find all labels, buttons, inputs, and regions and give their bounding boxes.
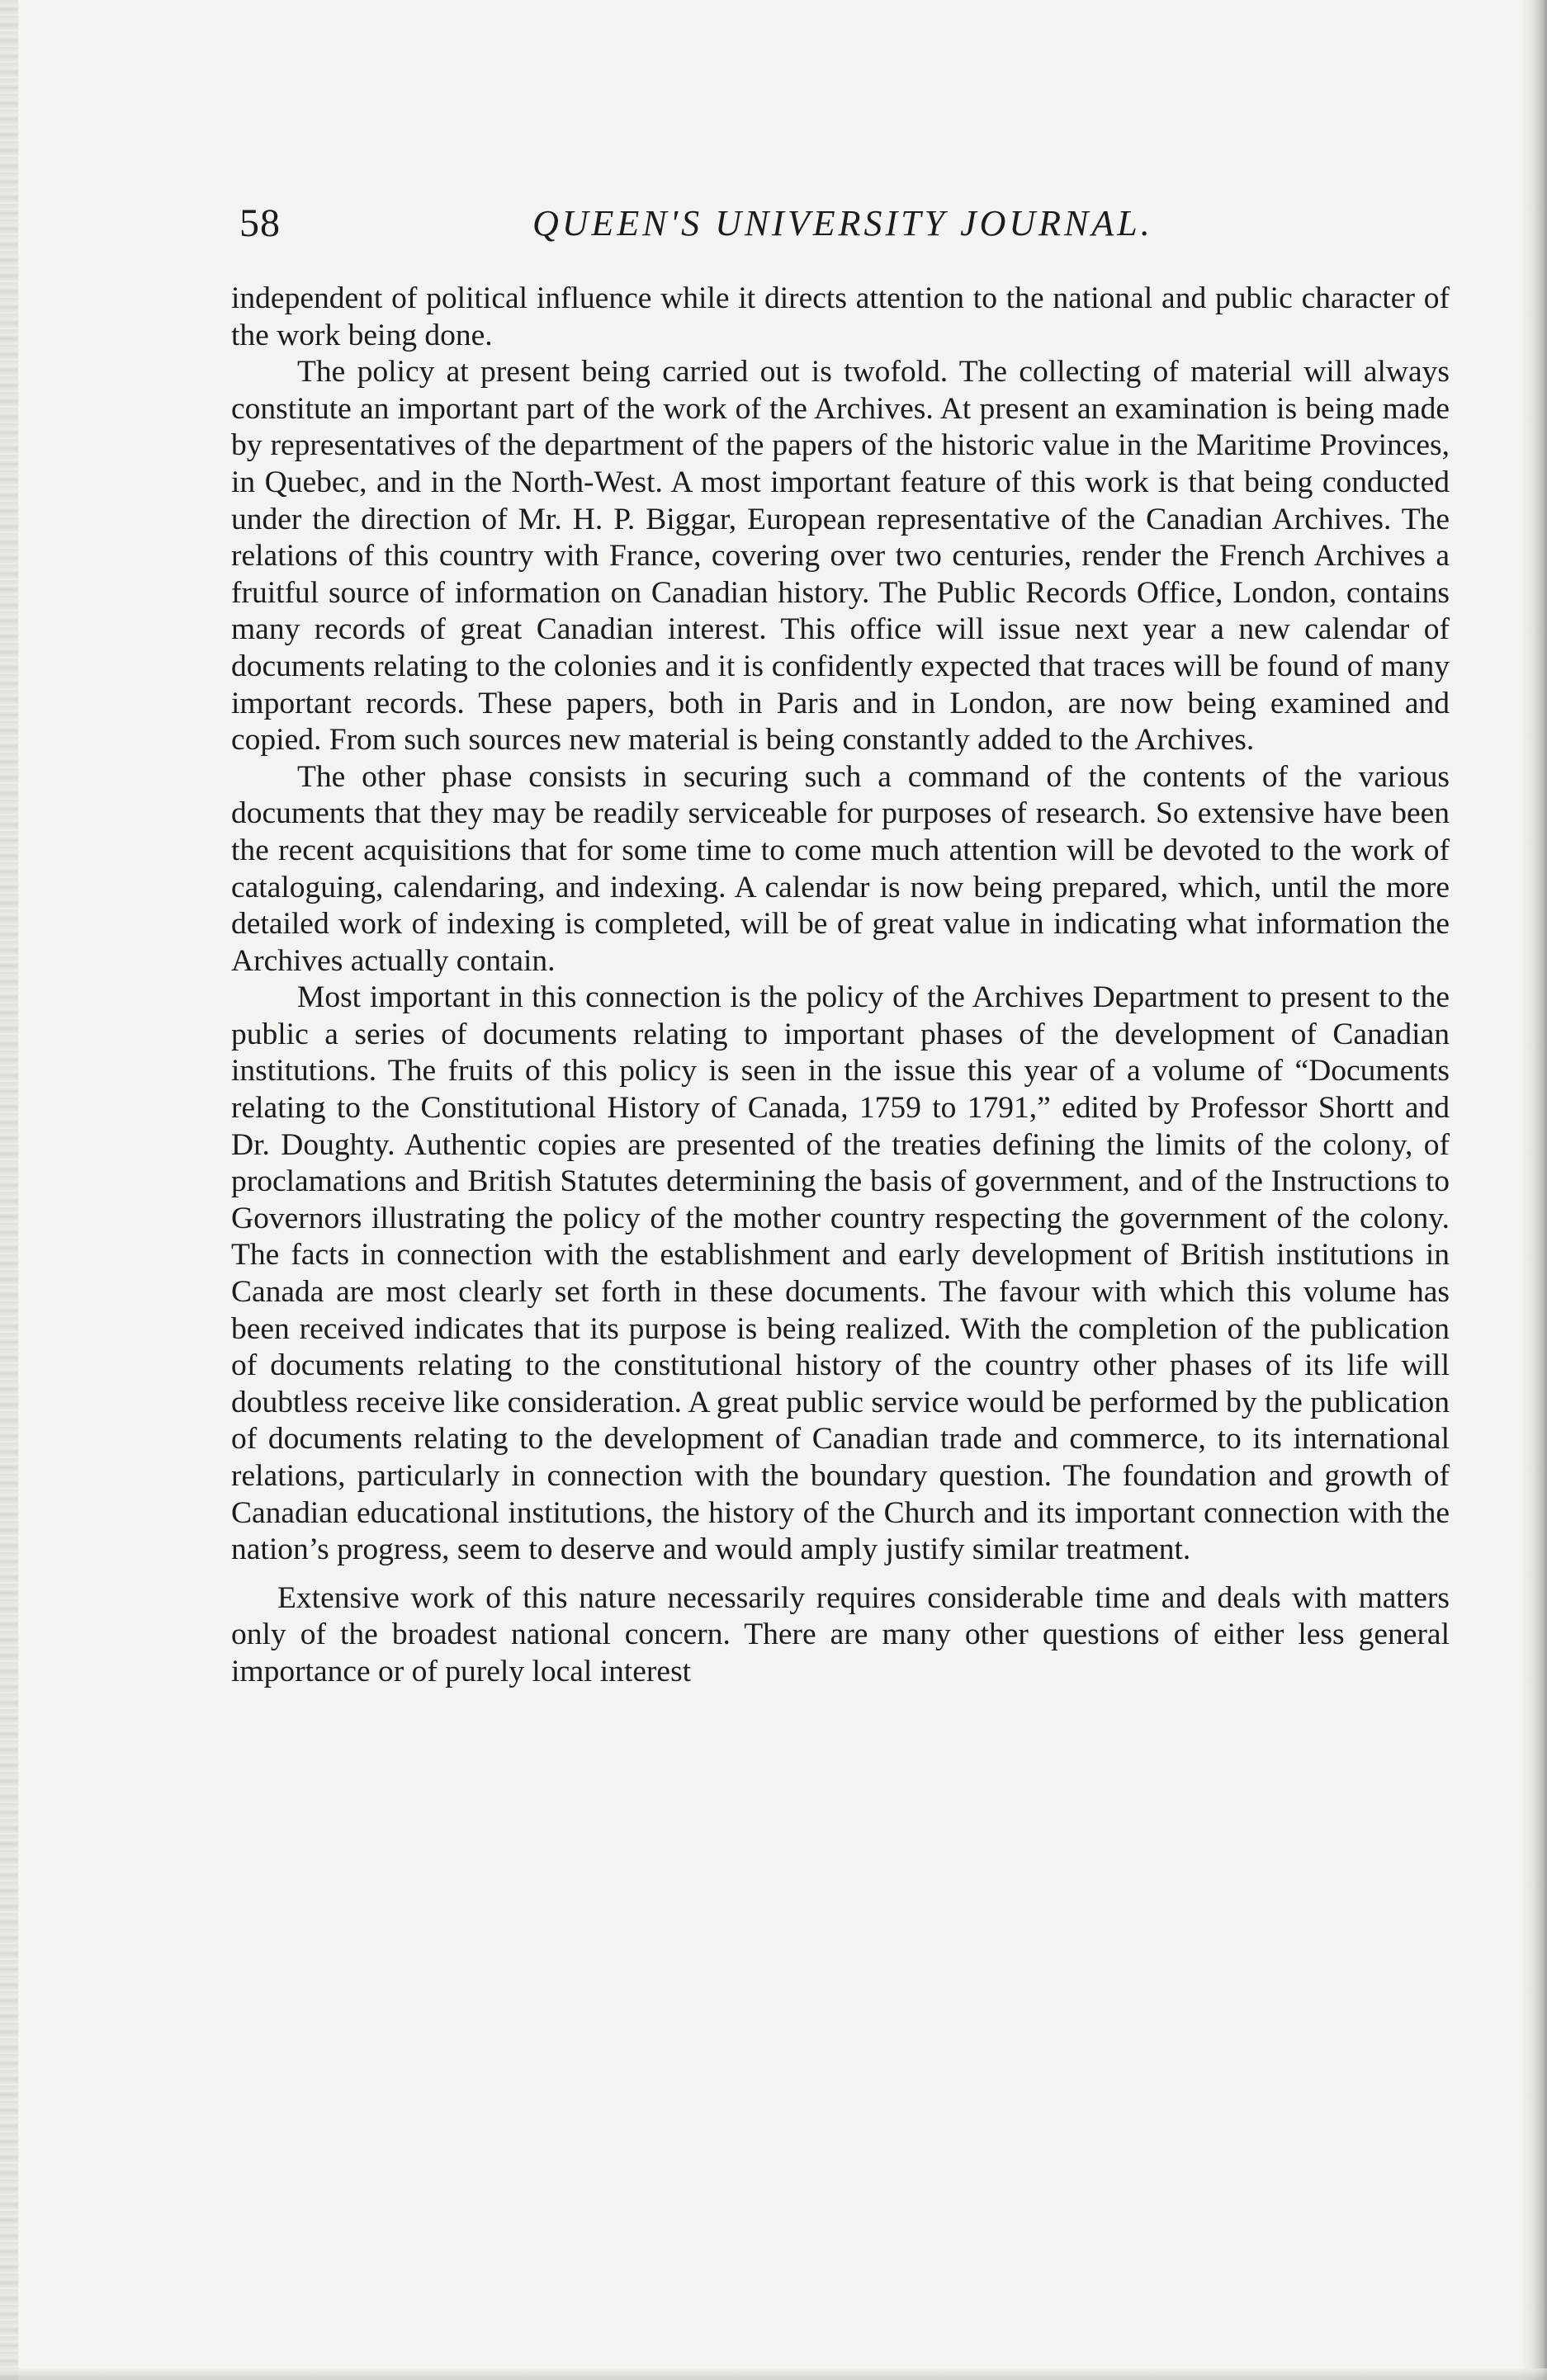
paragraph-extensive-work: Extensive work of this nature necessarily requires considerable time and deals with matters only of the broadest national concern. There are many other questions of either less general importance or of purely local interest: [231, 1580, 1450, 1688]
page-edge-right: [1522, 0, 1547, 2380]
page-edge-bottom: [0, 2368, 1547, 2380]
paragraph-documents-policy: Most important in this connection is the policy of the Archives Department to present to the public a series of documents relating to important phases of the development of Canadian institutions. The fruits of this policy is seen in the issue this year of a volume of “Documents relating to the Constitutional History of Canada, 1759 to 1791,” edited by Professor Shortt and Dr. Doughty. Authentic copies are presented of the treaties defining the limits of the colony, of proclamations and British Statutes determining the basis of government, and of the Instructions to Governors illustrating the policy of the mother country respecting the government of the colony. The facts in connection with the establishment and early development of British institutions in Canada are most clearly set forth in these documents. The favour with which this volume has been received indicates that its purpose is being realized. With the completion of the publication of documents relating to the constitutional history of the country other phases of its life will doubtless receive like consideration. A great public service would be performed by the publication of documents relating to the development of Canadian trade and commerce, to its international relations, particularly in connection with the boundary question. The foundation and growth of Canadian educational institutions, the history of the Church and its important connection with the nation’s progress, seem to deserve and would amply justify similar treatment.: [231, 980, 1450, 1567]
paragraph-continued: independent of political influence while it directs attention to the national and public character of the work being done.: [231, 281, 1450, 352]
page-edge-left: [0, 0, 18, 2380]
page-number: 58: [239, 201, 281, 245]
running-title: QUEEN'S UNIVERSITY JOURNAL.: [532, 203, 1153, 243]
page-header: [239, 195, 1450, 253]
paragraph-twofold-policy: The policy at present being carried out is twofold. The collecting of material will always constitute an important part of the work of the Archives. At present an examination is being made by representatives of the department of the papers of the historic value in the Maritime Provinces, in Quebec, and in the North-West. A most important feature of this work is that being conducted under the direction of Mr. H. P. Biggar, European representative of the Canadian Archives. The relations of this country with France, covering over two centuries, render the French Archives a fruitful source of information on Canadian history. The Public Records Office, London, contains many records of great Canadian interest. This office will issue next year a new calendar of documents relating to the colonies and it is confidently expected that traces will be found of many important records. These papers, both in Paris and in London, are now being examined and copied. From such sources new material is being constantly added to the Archives.: [231, 355, 1450, 758]
paragraph-other-phase: The other phase consists in securing such a command of the contents of the various documents that they may be readily serviceable for purposes of research. So extensive have been the recent acquisitions that for some time to come much attention will be devoted to the work of cataloguing, calendaring, and indexing. A calendar is now being prepared, which, until the more detailed work of indexing is completed, will be of great value in indicating what information the Archives actually contain.: [231, 759, 1450, 978]
article-body: [231, 281, 1450, 1691]
